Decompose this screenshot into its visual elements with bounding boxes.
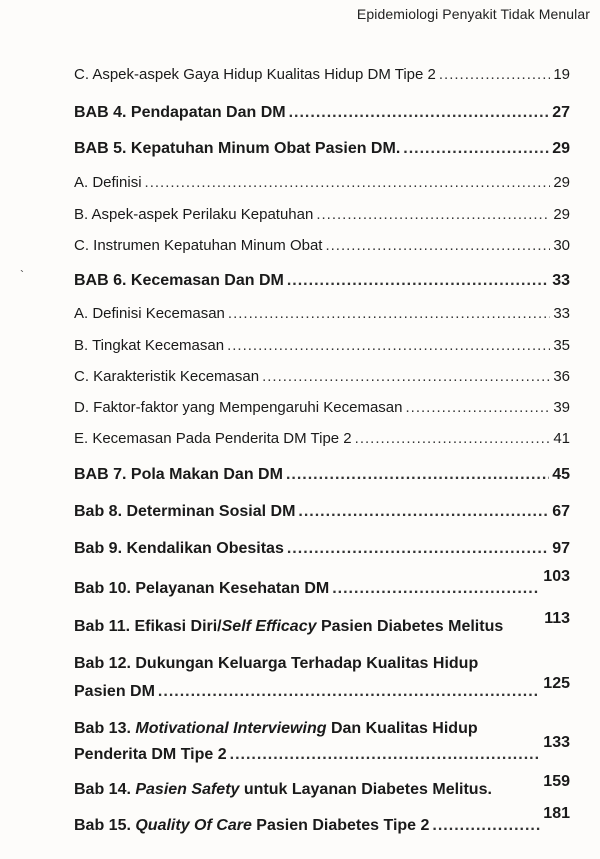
toc-entry[interactable]: [74, 430, 570, 447]
entry-label-italic: Quality Of Care: [135, 817, 252, 834]
entry-label-italic: Motivational Interviewing: [135, 720, 327, 737]
toc-entry[interactable]: [74, 466, 570, 484]
dot-leader: [158, 683, 540, 701]
dot-leader: [287, 272, 549, 290]
toc-entry[interactable]: [74, 272, 570, 290]
toc-entry[interactable]: [74, 305, 570, 322]
dot-leader: [287, 540, 549, 558]
entry-label: A. Definisi: [74, 174, 142, 191]
entry-label: A. Definisi Kecemasan: [74, 305, 225, 322]
entry-page: 33: [552, 272, 570, 289]
dot-leader: [228, 305, 550, 322]
toc-entry[interactable]: [74, 337, 570, 354]
dot-leader: [432, 817, 540, 835]
entry-label-part: Bab 15.: [74, 817, 136, 834]
dot-leader: [227, 337, 550, 354]
entry-label-part: Pasien Diabetes Melitus: [316, 618, 504, 635]
entry-page: 97: [552, 540, 570, 557]
entry-page: 29: [553, 174, 570, 191]
dot-leader: [355, 430, 551, 447]
entry-page: 181: [543, 805, 570, 822]
toc-entry[interactable]: [74, 174, 570, 191]
dot-leader: [262, 368, 550, 385]
toc-entry[interactable]: [74, 773, 570, 799]
entry-label: BAB 5. Kepatuhan Minum Obat Pasien DM.: [74, 140, 401, 157]
entry-label-italic: Pasien Safety: [135, 781, 240, 798]
entry-label-part: Bab 14.: [74, 781, 136, 798]
toc-entry[interactable]: [74, 568, 570, 598]
entry-label-part: Dan Kualitas Hidup: [326, 720, 478, 737]
entry-page: 45: [552, 466, 570, 483]
entry-page: 35: [553, 337, 570, 354]
entry-label: D. Faktor-faktor yang Mempengaruhi Kecemasan: [74, 399, 403, 416]
entry-label: Penderita DM Tipe 2: [74, 746, 227, 763]
entry-label: B. Tingkat Kecemasan: [74, 337, 225, 354]
toc-entry[interactable]: [74, 368, 570, 385]
entry-label: Bab 8. Determinan Sosial DM: [74, 503, 296, 520]
entry-label: E. Kecemasan Pada Penderita DM Tipe 2: [74, 430, 352, 447]
toc-entry-line1[interactable]: [74, 720, 570, 738]
dot-leader: [145, 174, 551, 191]
dot-leader: [332, 580, 540, 598]
dot-leader: [230, 746, 541, 764]
entry-label: C. Instrumen Kepatuhan Minum Obat: [74, 237, 323, 254]
dot-leader: [289, 104, 550, 122]
toc-entry[interactable]: [74, 66, 570, 83]
entry-page: 29: [553, 206, 570, 223]
entry-label: C. Aspek-aspek Gaya Hidup Kualitas Hidup DM Tipe 2: [74, 66, 436, 83]
toc-entry[interactable]: [74, 675, 570, 701]
entry-label: Bab 12. Dukungan Keluarga Terhadap Kualitas Hidup: [74, 655, 479, 672]
entry-label-part: Bab 13.: [74, 720, 136, 737]
entry-label: BAB 4. Pendapatan Dan DM: [74, 104, 286, 121]
entry-label: B. Aspek-aspek Perilaku Kepatuhan: [74, 206, 314, 223]
toc-entry[interactable]: [74, 805, 570, 835]
entry-label: [74, 720, 478, 738]
toc-entry[interactable]: [74, 104, 570, 122]
toc-entry[interactable]: [74, 610, 570, 636]
dot-leader: [316, 206, 550, 223]
dot-leader: [405, 399, 550, 416]
entry-label-italic: Self Efficacy: [221, 618, 317, 635]
entry-page: 36: [553, 368, 570, 385]
entry-label: [74, 781, 492, 799]
dot-leader: [298, 503, 549, 521]
entry-page: 159: [543, 773, 570, 790]
toc-entry-line1[interactable]: [74, 655, 570, 673]
toc-entry[interactable]: [74, 237, 570, 254]
entry-page: 39: [553, 399, 570, 416]
dot-leader: [286, 466, 549, 484]
toc-entry[interactable]: [74, 399, 570, 416]
entry-page: 125: [543, 675, 570, 692]
entry-page: 41: [553, 430, 570, 447]
entry-label: Bab 9. Kendalikan Obesitas: [74, 540, 284, 557]
entry-label: [74, 618, 503, 636]
entry-label: Bab 10. Pelayanan Kesehatan DM: [74, 580, 330, 597]
entry-page: 29: [552, 140, 570, 157]
entry-page: 133: [543, 734, 570, 751]
entry-page: 67: [552, 503, 570, 520]
dot-leader: [439, 66, 550, 83]
margin-mark: `: [20, 268, 24, 282]
dot-leader: [325, 237, 550, 254]
entry-page: 33: [553, 305, 570, 322]
entry-label: BAB 7. Pola Makan Dan DM: [74, 466, 283, 483]
entry-page: 103: [543, 568, 570, 585]
toc-entry[interactable]: [74, 734, 570, 764]
entry-label-part: Bab 11. Efikasi Diri/: [74, 618, 222, 635]
running-header: Epidemiologi Penyakit Tidak Menular: [356, 6, 590, 22]
entry-label-part: Pasien Diabetes Tipe 2: [251, 817, 430, 834]
dot-leader: [403, 140, 549, 158]
toc-entry[interactable]: [74, 540, 570, 558]
toc-entry[interactable]: [74, 206, 570, 223]
entry-label-part: untuk Layanan Diabetes Melitus.: [239, 781, 492, 798]
entry-label: [74, 817, 429, 835]
entry-page: 27: [552, 104, 570, 121]
entry-label: Pasien DM: [74, 683, 155, 700]
toc-entry[interactable]: [74, 140, 570, 158]
entry-page: 30: [553, 237, 570, 254]
entry-label: C. Karakteristik Kecemasan: [74, 368, 260, 385]
entry-page: 19: [553, 66, 570, 83]
toc-entry[interactable]: [74, 503, 570, 521]
entry-label: BAB 6. Kecemasan Dan DM: [74, 272, 284, 289]
entry-page: 113: [544, 610, 570, 627]
